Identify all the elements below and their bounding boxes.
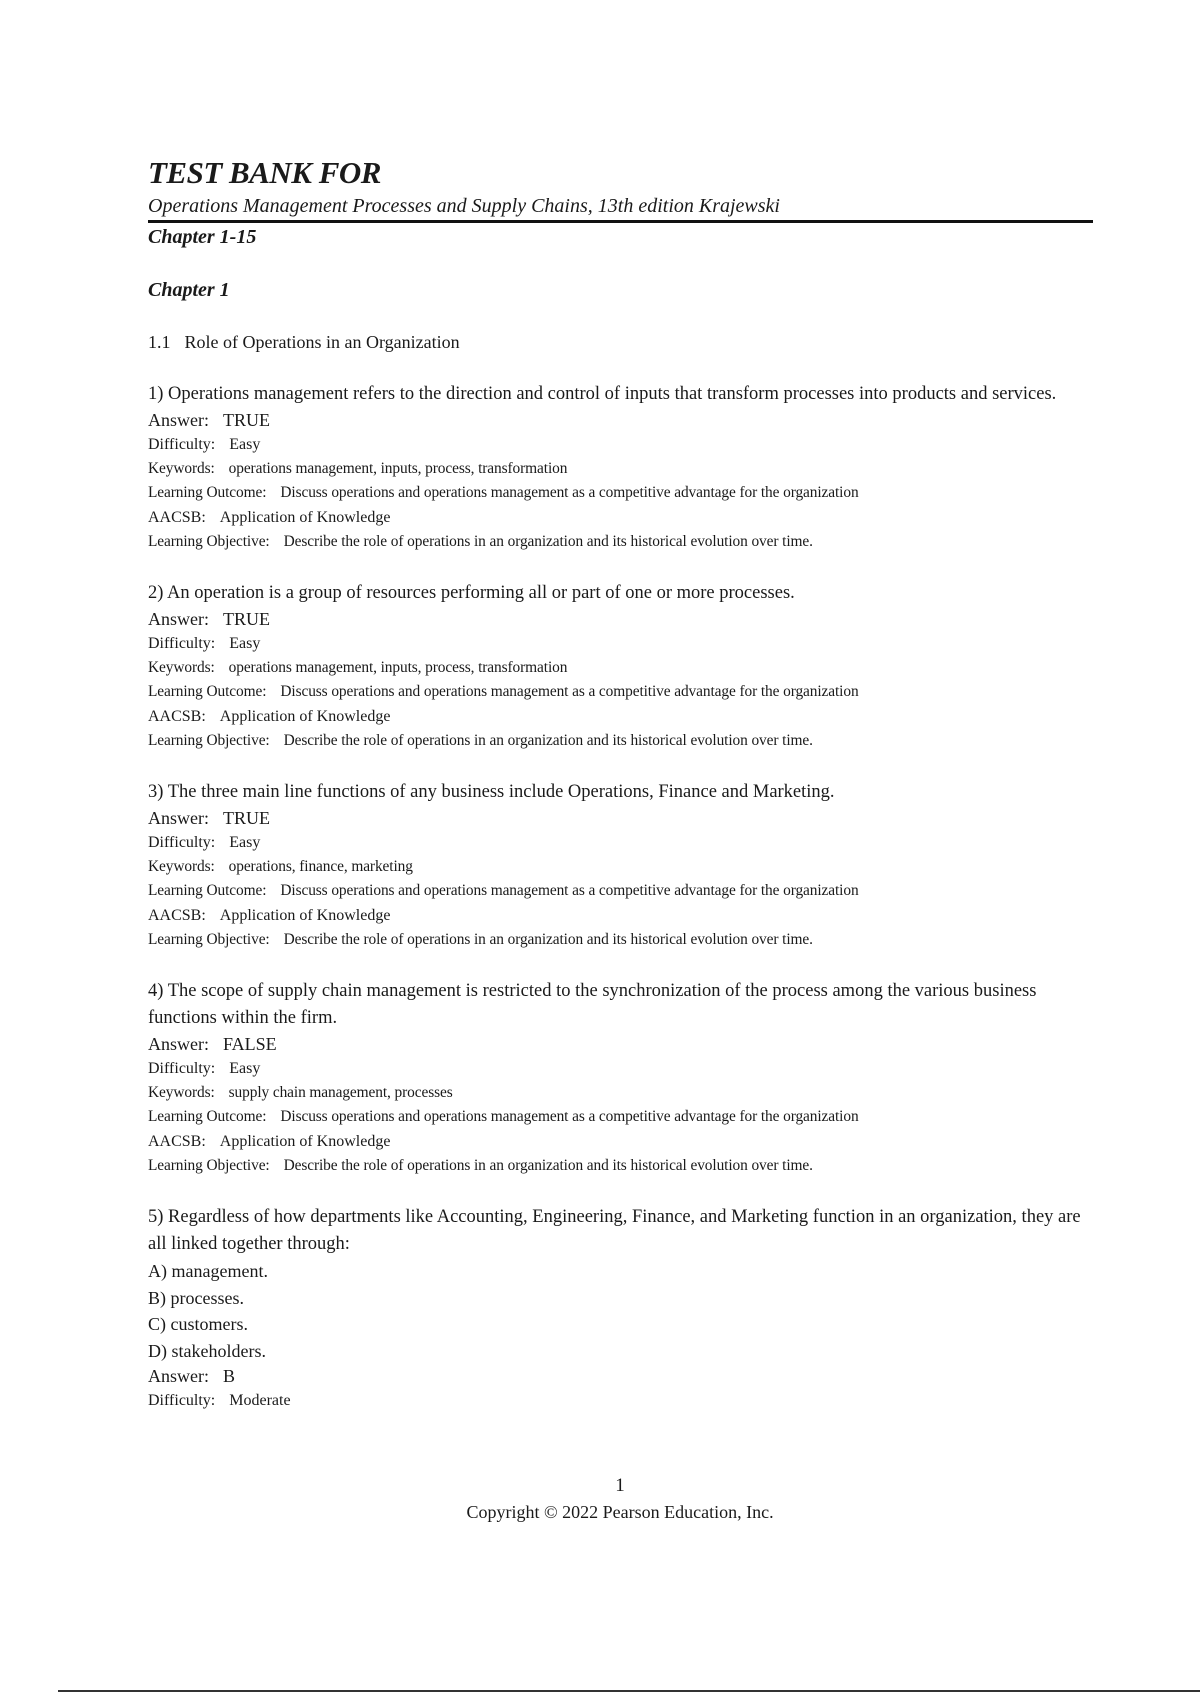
aacsb-label: AACSB: xyxy=(148,707,206,725)
learning-objective-line xyxy=(148,729,1093,753)
learning-objective-label: Learning Objective: xyxy=(148,731,270,749)
difficulty-label: Difficulty: xyxy=(148,635,216,653)
difficulty-value: Easy xyxy=(229,436,261,453)
learning-outcome-label: Learning Outcome: xyxy=(148,683,267,701)
option-d: D) stakeholders. xyxy=(148,1340,266,1361)
learning-objective-line xyxy=(148,928,1093,952)
keywords-label: Keywords: xyxy=(148,858,215,876)
aacsb-label: AACSB: xyxy=(148,508,206,526)
learning-objective-label: Learning Objective: xyxy=(148,532,270,550)
difficulty-value: Moderate xyxy=(229,1392,291,1410)
learning-objective-line xyxy=(148,1154,1093,1178)
keywords-line xyxy=(148,656,1093,680)
answer-value: FALSE xyxy=(223,1034,277,1055)
question-4 xyxy=(148,978,1093,1178)
aacsb-line xyxy=(148,904,1093,928)
learning-outcome-label: Learning Outcome: xyxy=(148,484,267,502)
answer-value: TRUE xyxy=(223,410,270,430)
keywords-value: supply chain management, processes xyxy=(228,1084,453,1102)
question-5 xyxy=(148,1204,1093,1413)
chapter-range: Chapter 1-15 xyxy=(148,226,257,248)
question-1 xyxy=(148,381,1093,554)
keywords-value: operations, finance, marketing xyxy=(228,858,413,876)
keywords-line xyxy=(148,1081,1093,1105)
answer-label: Answer: xyxy=(148,609,209,630)
difficulty-line xyxy=(148,632,1093,656)
keywords-line xyxy=(148,855,1093,879)
aacsb-line xyxy=(148,1130,1093,1154)
option-b: B) processes. xyxy=(148,1287,244,1308)
learning-outcome-line xyxy=(148,481,1093,505)
difficulty-label: Difficulty: xyxy=(148,834,216,852)
answer-line xyxy=(148,1032,1093,1057)
difficulty-label: Difficulty: xyxy=(148,436,216,453)
option-c: C) customers. xyxy=(148,1314,248,1335)
aacsb-line xyxy=(148,506,1093,530)
answer-label: Answer: xyxy=(148,1034,209,1055)
answer-label: Answer: xyxy=(148,410,209,430)
aacsb-value: Application of Knowledge xyxy=(219,508,391,526)
learning-objective-value: Describe the role of operations in an organization and its historical evolution over time. xyxy=(283,1156,813,1174)
difficulty-value: Easy xyxy=(229,834,261,852)
document-page xyxy=(148,155,1093,1413)
learning-objective-label: Learning Objective: xyxy=(148,930,270,948)
section-title: Role of Operations in an Organization xyxy=(184,332,460,352)
learning-outcome-value: Discuss operations and operations management as a competitive advantage for the organization xyxy=(280,484,859,502)
keywords-label: Keywords: xyxy=(148,460,215,478)
aacsb-label: AACSB: xyxy=(148,906,206,924)
learning-outcome-value: Discuss operations and operations management as a competitive advantage for the organization xyxy=(280,1108,859,1126)
learning-objective-value: Describe the role of operations in an organization and its historical evolution over time. xyxy=(283,532,813,550)
aacsb-value: Application of Knowledge xyxy=(219,1132,391,1150)
document-title: TEST BANK FOR xyxy=(148,155,381,190)
difficulty-label: Difficulty: xyxy=(148,1392,216,1410)
keywords-label: Keywords: xyxy=(148,659,215,677)
answer-line xyxy=(148,607,1093,632)
keywords-value: operations management, inputs, process, transformation xyxy=(228,460,568,478)
aacsb-value: Application of Knowledge xyxy=(219,906,391,924)
question-text: 2) An operation is a group of resources performing all or part of one or more processes. xyxy=(148,583,795,604)
aacsb-value: Application of Knowledge xyxy=(219,707,391,725)
learning-outcome-value: Discuss operations and operations management as a competitive advantage for the organization xyxy=(280,683,859,701)
keywords-label: Keywords: xyxy=(148,1084,215,1102)
answer-value: B xyxy=(223,1366,236,1387)
learning-outcome-label: Learning Outcome: xyxy=(148,1108,267,1126)
answer-label: Answer: xyxy=(148,808,209,829)
keywords-value: operations management, inputs, process, transformation xyxy=(228,659,568,677)
answer-line xyxy=(148,1364,1093,1389)
learning-outcome-line xyxy=(148,879,1093,903)
difficulty-line xyxy=(148,1057,1093,1081)
difficulty-value: Easy xyxy=(229,1060,261,1078)
question-2 xyxy=(148,580,1093,753)
question-text: 1) Operations management refers to the direction and control of inputs that transform processes into products and services. xyxy=(148,384,1057,404)
answer-value: TRUE xyxy=(223,808,270,829)
section-heading xyxy=(148,330,1093,354)
learning-outcome-value: Discuss operations and operations management as a competitive advantage for the organization xyxy=(280,882,859,900)
document-subtitle: Operations Management Processes and Supply Chains, 13th edition Krajewski xyxy=(148,195,780,217)
learning-objective-value: Describe the role of operations in an organization and its historical evolution over time. xyxy=(283,731,813,749)
learning-outcome-line xyxy=(148,680,1093,704)
option-a: A) management. xyxy=(148,1261,268,1282)
learning-outcome-label: Learning Outcome: xyxy=(148,882,267,900)
copyright-notice: Copyright © 2022 Pearson Education, Inc. xyxy=(466,1502,774,1522)
difficulty-line xyxy=(148,1389,1093,1413)
section-number: 1.1 xyxy=(148,332,171,352)
question-text: 3) The three main line functions of any business include Operations, Finance and Marketing. xyxy=(148,782,835,803)
learning-outcome-line xyxy=(148,1105,1093,1129)
difficulty-line xyxy=(148,433,1093,457)
answer-line xyxy=(148,806,1093,831)
learning-objective-value: Describe the role of operations in an organization and its historical evolution over time. xyxy=(283,930,813,948)
question-text: 5) Regardless of how departments like Accounting, Engineering, Finance, and Marketing function in an organization, they are all linked together through: xyxy=(148,1207,1081,1255)
keywords-line xyxy=(148,457,1093,481)
learning-objective-line xyxy=(148,530,1093,554)
difficulty-label: Difficulty: xyxy=(148,1060,216,1078)
learning-objective-label: Learning Objective: xyxy=(148,1156,270,1174)
answer-value: TRUE xyxy=(223,609,270,630)
aacsb-line xyxy=(148,705,1093,729)
bottom-divider xyxy=(58,1690,1200,1692)
page-footer xyxy=(0,1473,1200,1525)
page-number: 1 xyxy=(615,1475,625,1496)
chapter-heading: Chapter 1 xyxy=(148,279,230,301)
aacsb-label: AACSB: xyxy=(148,1132,206,1150)
answer-label: Answer: xyxy=(148,1366,209,1387)
question-text: 4) The scope of supply chain management is restricted to the synchronization of the process among the various business functions within the firm. xyxy=(148,981,1037,1029)
difficulty-line xyxy=(148,831,1093,855)
question-3 xyxy=(148,779,1093,952)
answer-line xyxy=(148,408,1093,433)
difficulty-value: Easy xyxy=(229,635,261,653)
